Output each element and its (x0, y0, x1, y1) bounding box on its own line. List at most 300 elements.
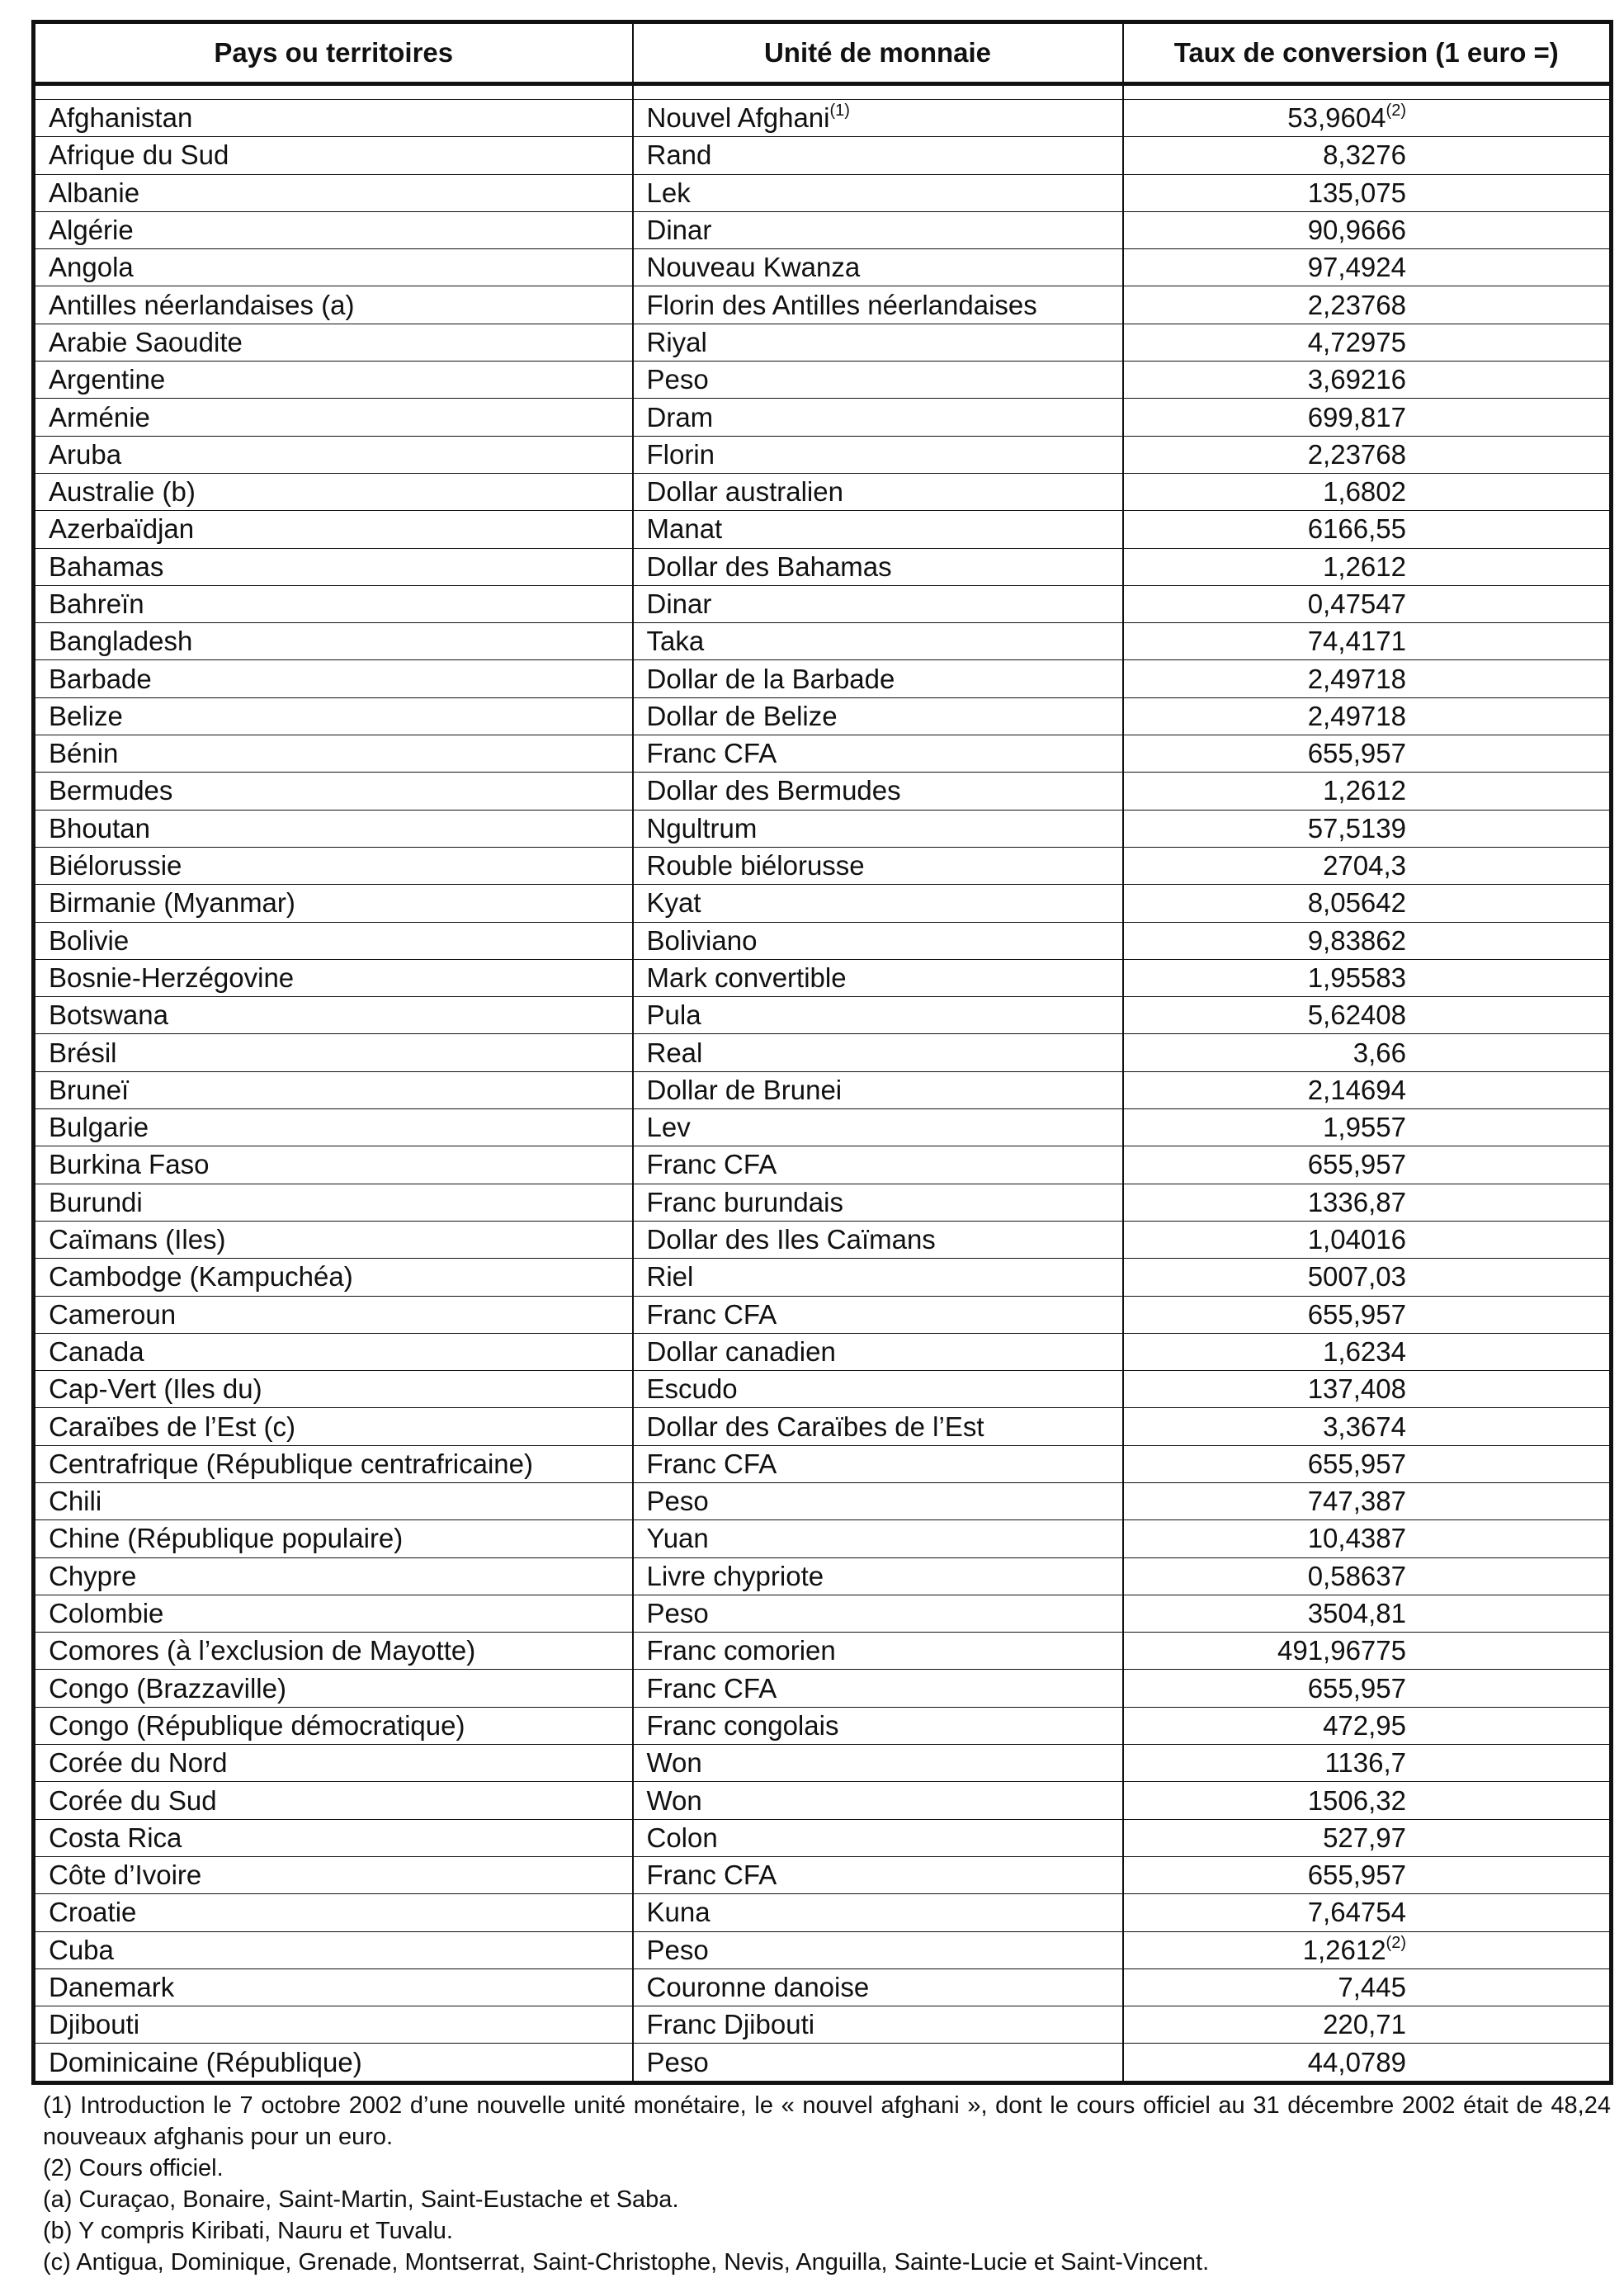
unit-text: Dollar de Brunei (646, 1074, 843, 1105)
table-row (34, 1819, 1612, 1856)
unit-cell (633, 697, 1123, 735)
rate-cell (1123, 1819, 1612, 1856)
unit-cell (633, 1782, 1123, 1819)
unit-text: Franc CFA (646, 1448, 777, 1479)
table-row (34, 1221, 1612, 1258)
country-cell: Bruneï (34, 1071, 633, 1108)
unit-cell (633, 1109, 1123, 1146)
rate-value: 747,387 (1307, 1486, 1406, 1517)
rate-cell (1123, 362, 1612, 399)
rate-cell (1123, 399, 1612, 436)
rate-cell (1123, 847, 1612, 884)
country-cell: Brésil (34, 1034, 633, 1071)
footnote: (2) Cours officiel. (43, 2154, 224, 2181)
table-row (34, 1034, 1612, 1071)
unit-cell (633, 1894, 1123, 1931)
footnote-marker: (2) (1386, 102, 1406, 121)
rate-cell (1123, 810, 1612, 847)
unit-text: Won (646, 1784, 702, 1816)
rate-value: 1,6802 (1323, 476, 1406, 508)
rate-value: 2,23768 (1307, 289, 1406, 320)
rate-value: 1,6234 (1323, 1335, 1406, 1367)
spacer-row (34, 84, 1612, 100)
country-cell: Algérie (34, 211, 633, 248)
rate-value: 2,23768 (1307, 438, 1406, 470)
unit-cell (633, 1445, 1123, 1482)
unit-cell (633, 1482, 1123, 1519)
unit-text: Florin des Antilles néerlandaises (646, 289, 1037, 320)
table-row (34, 1296, 1612, 1333)
table-row (34, 1894, 1612, 1931)
unit-text: Pula (646, 1000, 701, 1031)
rate-cell (1123, 436, 1612, 473)
unit-cell (633, 1745, 1123, 1782)
country-cell: Chili (34, 1482, 633, 1519)
country-cell: Caïmans (Iles) (34, 1221, 633, 1258)
table-row (34, 362, 1612, 399)
unit-text: Lev (646, 1112, 691, 1143)
rate-cell (1123, 697, 1612, 735)
country-cell: Cap-Vert (Iles du) (34, 1371, 633, 1408)
rate-value: 3,69216 (1307, 364, 1406, 395)
country-cell: Chypre (34, 1557, 633, 1595)
unit-cell (633, 362, 1123, 399)
rate-value: 655,957 (1307, 1448, 1406, 1479)
table-row (34, 1259, 1612, 1296)
rate-value: 1136,7 (1324, 1747, 1406, 1779)
rate-value: 1,95583 (1307, 962, 1406, 993)
table-row (34, 585, 1612, 622)
footnotes (31, 2090, 1611, 2278)
country-cell: Colombie (34, 1595, 633, 1632)
unit-text: Dinar (646, 588, 712, 619)
table-row (34, 2044, 1612, 2082)
table-row (34, 1968, 1612, 2006)
rate-value: 7,64754 (1307, 1897, 1406, 1928)
unit-text: Rouble biélorusse (646, 850, 865, 881)
unit-text: Manat (646, 513, 723, 545)
rate-value: 3504,81 (1307, 1598, 1406, 1629)
rate-cell (1123, 660, 1612, 697)
country-cell: Burkina Faso (34, 1146, 633, 1184)
unit-cell (633, 585, 1123, 622)
unit-cell (633, 1856, 1123, 1893)
rate-cell (1123, 1408, 1612, 1445)
unit-text: Franc burundais (646, 1186, 843, 1217)
table-row (34, 1482, 1612, 1519)
rate-value: 137,408 (1307, 1373, 1406, 1405)
rate-cell (1123, 1968, 1612, 2006)
table-row (34, 100, 1612, 137)
rate-cell (1123, 286, 1612, 324)
rate-value: 655,957 (1307, 1860, 1406, 1891)
table-row (34, 1371, 1612, 1408)
country-cell: Djibouti (34, 2006, 633, 2044)
rate-cell (1123, 2044, 1612, 2082)
country-cell: Argentine (34, 362, 633, 399)
table-row (34, 1856, 1612, 1893)
rate-value: 0,47547 (1307, 588, 1406, 619)
rate-value: 1,2612 (1302, 1934, 1386, 1965)
unit-cell (633, 1968, 1123, 2006)
rate-cell (1123, 100, 1612, 137)
unit-text: Peso (646, 364, 709, 395)
table-row (34, 1670, 1612, 1707)
rate-cell (1123, 885, 1612, 922)
rate-cell (1123, 548, 1612, 585)
table-row (34, 1109, 1612, 1146)
rate-value: 1,2612 (1323, 775, 1406, 806)
rate-value: 8,3276 (1323, 139, 1406, 171)
unit-text: Peso (646, 1934, 709, 1965)
country-cell: Canada (34, 1333, 633, 1370)
country-cell: Birmanie (Myanmar) (34, 885, 633, 922)
table-row (34, 773, 1612, 810)
country-cell: Azerbaïdjan (34, 511, 633, 548)
rate-cell (1123, 249, 1612, 286)
country-cell: Albanie (34, 174, 633, 211)
footnote: (1) Introduction le 7 octobre 2002 d’une nouvelle unité monétaire, le « nouvel afghani », dont le cours officiel au 31 décembre 2002 était de 48,24 nouveaux afghanis pour un euro. (43, 2091, 1611, 2150)
unit-cell (633, 2044, 1123, 2082)
rate-cell (1123, 1221, 1612, 1258)
unit-text: Riyal (646, 326, 707, 357)
table-body (34, 84, 1612, 2083)
rate-cell (1123, 511, 1612, 548)
document (31, 20, 1611, 2278)
rate-value: 4,72975 (1307, 326, 1406, 357)
country-cell: Croatie (34, 1894, 633, 1931)
country-cell: Congo (Brazzaville) (34, 1670, 633, 1707)
rate-cell (1123, 959, 1612, 996)
rate-value: 5007,03 (1307, 1261, 1406, 1293)
rate-value: 7,445 (1338, 1971, 1406, 2002)
unit-cell (633, 1371, 1123, 1408)
rate-cell (1123, 1595, 1612, 1632)
unit-text: Dollar des Iles Caïmans (646, 1224, 936, 1255)
rate-value: 57,5139 (1307, 812, 1406, 844)
table-row (34, 1520, 1612, 1557)
unit-text: Franc CFA (646, 1298, 777, 1330)
rate-value: 44,0789 (1307, 2046, 1406, 2077)
unit-cell (633, 249, 1123, 286)
unit-cell (633, 511, 1123, 548)
rate-cell (1123, 1931, 1612, 1968)
rate-value: 6166,55 (1307, 513, 1406, 545)
country-cell: Australie (b) (34, 473, 633, 510)
rate-value: 53,9604 (1287, 102, 1386, 134)
table-row (34, 623, 1612, 660)
unit-cell (633, 324, 1123, 361)
unit-cell (633, 1707, 1123, 1744)
unit-cell (633, 1633, 1123, 1670)
table-row (34, 660, 1612, 697)
rate-cell (1123, 1146, 1612, 1184)
unit-cell (633, 1221, 1123, 1258)
rate-value: 74,4171 (1307, 626, 1406, 657)
country-cell: Congo (République démocratique) (34, 1707, 633, 1744)
unit-cell (633, 810, 1123, 847)
rate-cell (1123, 773, 1612, 810)
unit-cell (633, 1557, 1123, 1595)
rate-cell (1123, 1333, 1612, 1370)
unit-text: Franc comorien (646, 1635, 836, 1666)
table-row (34, 249, 1612, 286)
rate-value: 2,49718 (1307, 700, 1406, 731)
unit-text: Peso (646, 1486, 709, 1517)
table-row (34, 137, 1612, 174)
unit-text: Kyat (646, 887, 701, 919)
unit-cell (633, 1034, 1123, 1071)
rate-value: 699,817 (1307, 401, 1406, 432)
unit-text: Rand (646, 139, 712, 171)
unit-cell (633, 174, 1123, 211)
table-row (34, 997, 1612, 1034)
rate-cell (1123, 997, 1612, 1034)
table-row (34, 473, 1612, 510)
rate-value: 0,58637 (1307, 1560, 1406, 1591)
header-row (34, 22, 1612, 84)
country-cell: Belize (34, 697, 633, 735)
unit-cell (633, 1670, 1123, 1707)
rate-value: 2,49718 (1307, 663, 1406, 694)
country-cell: Cameroun (34, 1296, 633, 1333)
unit-text: Dollar canadien (646, 1335, 836, 1367)
rate-value: 135,075 (1307, 177, 1406, 208)
unit-cell (633, 1520, 1123, 1557)
rate-value: 655,957 (1307, 1672, 1406, 1704)
rate-value: 491,96775 (1277, 1635, 1406, 1666)
country-cell: Bénin (34, 735, 633, 773)
country-cell: Costa Rica (34, 1819, 633, 1856)
unit-text: Yuan (646, 1523, 709, 1554)
rate-value: 1,9557 (1323, 1112, 1406, 1143)
table-row (34, 548, 1612, 585)
rate-cell (1123, 1109, 1612, 1146)
country-cell: Comores (à l’exclusion de Mayotte) (34, 1633, 633, 1670)
rate-value: 90,9666 (1307, 215, 1406, 246)
unit-cell (633, 1408, 1123, 1445)
unit-text: Peso (646, 2046, 709, 2077)
unit-cell (633, 623, 1123, 660)
rate-cell (1123, 137, 1612, 174)
unit-text: Dollar de Belize (646, 700, 838, 731)
rate-cell (1123, 735, 1612, 773)
unit-text: Dollar de la Barbade (646, 663, 895, 694)
table-row (34, 847, 1612, 884)
rate-value: 10,4387 (1307, 1523, 1406, 1554)
rate-cell (1123, 211, 1612, 248)
country-cell: Bolivie (34, 922, 633, 959)
rate-value: 655,957 (1307, 1149, 1406, 1180)
unit-cell (633, 1071, 1123, 1108)
unit-text: Franc congolais (646, 1709, 839, 1741)
unit-cell (633, 1146, 1123, 1184)
footnote-marker: (1) (829, 102, 850, 121)
rate-value: 527,97 (1323, 1822, 1406, 1853)
unit-text: Couronne danoise (646, 1971, 870, 2002)
rate-value: 1,2612 (1323, 551, 1406, 582)
rate-value: 2,14694 (1307, 1074, 1406, 1105)
unit-text: Nouvel Afghani (646, 102, 830, 134)
table-row (34, 1633, 1612, 1670)
unit-text: Franc CFA (646, 738, 777, 769)
rate-cell (1123, 1071, 1612, 1108)
rate-value: 3,3674 (1323, 1411, 1406, 1442)
unit-cell (633, 1184, 1123, 1221)
rate-cell (1123, 1371, 1612, 1408)
rate-cell (1123, 1633, 1612, 1670)
rate-value: 97,4924 (1307, 252, 1406, 283)
table-row (34, 2006, 1612, 2044)
unit-cell (633, 1819, 1123, 1856)
unit-text: Escudo (646, 1373, 738, 1405)
rate-cell (1123, 585, 1612, 622)
table-row (34, 1071, 1612, 1108)
rate-cell (1123, 324, 1612, 361)
country-cell: Cuba (34, 1931, 633, 1968)
country-cell: Bulgarie (34, 1109, 633, 1146)
unit-text: Dollar des Caraïbes de l’Est (646, 1411, 984, 1442)
table-row (34, 810, 1612, 847)
unit-text: Kuna (646, 1897, 710, 1928)
unit-text: Colon (646, 1822, 718, 1853)
table-row (34, 436, 1612, 473)
unit-text: Boliviano (646, 924, 758, 956)
footnote: (a) Curaçao, Bonaire, Saint-Martin, Saint-Eustache et Saba. (43, 2186, 679, 2213)
rate-cell (1123, 922, 1612, 959)
unit-cell (633, 660, 1123, 697)
unit-cell (633, 1931, 1123, 1968)
table-row (34, 1184, 1612, 1221)
rate-cell (1123, 1745, 1612, 1782)
table-row (34, 324, 1612, 361)
unit-text: Dollar des Bahamas (646, 551, 892, 582)
rate-cell (1123, 2006, 1612, 2044)
rate-value: 655,957 (1307, 1298, 1406, 1330)
unit-cell (633, 735, 1123, 773)
unit-text: Won (646, 1747, 702, 1779)
unit-cell (633, 922, 1123, 959)
country-cell: Bermudes (34, 773, 633, 810)
header-country: Pays ou territoires (34, 22, 633, 84)
table-row (34, 511, 1612, 548)
rate-cell (1123, 623, 1612, 660)
country-cell: Danemark (34, 1968, 633, 2006)
unit-cell (633, 211, 1123, 248)
table-row (34, 1782, 1612, 1819)
country-cell: Dominicaine (République) (34, 2044, 633, 2082)
country-cell: Afrique du Sud (34, 137, 633, 174)
rate-cell (1123, 1445, 1612, 1482)
country-cell: Arménie (34, 399, 633, 436)
unit-text: Franc CFA (646, 1149, 777, 1180)
unit-cell (633, 548, 1123, 585)
footnote: (b) Y compris Kiribati, Nauru et Tuvalu. (43, 2217, 453, 2244)
rate-value: 1,04016 (1307, 1224, 1406, 1255)
rate-cell (1123, 1894, 1612, 1931)
table-row (34, 1595, 1612, 1632)
country-cell: Bahamas (34, 548, 633, 585)
country-cell: Centrafrique (République centrafricaine) (34, 1445, 633, 1482)
country-cell: Corée du Nord (34, 1745, 633, 1782)
unit-text: Dinar (646, 215, 712, 246)
unit-cell (633, 847, 1123, 884)
country-cell: Bangladesh (34, 623, 633, 660)
unit-text: Franc CFA (646, 1860, 777, 1891)
currency-conversion-table (31, 20, 1613, 2085)
country-cell: Antilles néerlandaises (a) (34, 286, 633, 324)
unit-text: Franc CFA (646, 1672, 777, 1704)
rate-cell (1123, 473, 1612, 510)
country-cell: Bosnie-Herzégovine (34, 959, 633, 996)
country-cell: Cambodge (Kampuchéa) (34, 1259, 633, 1296)
rate-value: 2704,3 (1323, 850, 1406, 881)
unit-text: Dollar des Bermudes (646, 775, 901, 806)
rate-cell (1123, 1707, 1612, 1744)
country-cell: Burundi (34, 1184, 633, 1221)
header-rate: Taux de conversion (1 euro =) (1123, 22, 1612, 84)
rate-value: 1506,32 (1307, 1784, 1406, 1816)
table-row (34, 735, 1612, 773)
rate-cell (1123, 1856, 1612, 1893)
table-row (34, 399, 1612, 436)
unit-cell (633, 959, 1123, 996)
table-row (34, 697, 1612, 735)
unit-text: Taka (646, 626, 705, 657)
rate-cell (1123, 1034, 1612, 1071)
unit-cell (633, 286, 1123, 324)
unit-text: Florin (646, 438, 715, 470)
table-row (34, 1707, 1612, 1744)
unit-cell (633, 399, 1123, 436)
unit-cell (633, 137, 1123, 174)
unit-cell (633, 473, 1123, 510)
unit-cell (633, 885, 1123, 922)
country-cell: Bahreïn (34, 585, 633, 622)
rate-value: 3,66 (1353, 1037, 1406, 1068)
rate-cell (1123, 1782, 1612, 1819)
table-row (34, 1333, 1612, 1370)
unit-text: Ngultrum (646, 812, 758, 844)
rate-value: 5,62408 (1307, 1000, 1406, 1031)
rate-value: 1336,87 (1307, 1186, 1406, 1217)
rate-cell (1123, 174, 1612, 211)
unit-cell (633, 436, 1123, 473)
table-row (34, 174, 1612, 211)
table-row (34, 885, 1612, 922)
rate-cell (1123, 1520, 1612, 1557)
table-row (34, 1408, 1612, 1445)
country-cell: Chine (République populaire) (34, 1520, 633, 1557)
unit-text: Livre chypriote (646, 1560, 824, 1591)
country-cell: Biélorussie (34, 847, 633, 884)
unit-cell (633, 1595, 1123, 1632)
unit-text: Dollar australien (646, 476, 843, 508)
unit-cell (633, 100, 1123, 137)
header-unit: Unité de monnaie (633, 22, 1123, 84)
country-cell: Angola (34, 249, 633, 286)
table-row (34, 959, 1612, 996)
table-row (34, 922, 1612, 959)
unit-cell (633, 2006, 1123, 2044)
unit-text: Real (646, 1037, 703, 1068)
unit-cell (633, 1333, 1123, 1370)
rate-value: 220,71 (1323, 2009, 1406, 2040)
unit-text: Franc Djibouti (646, 2009, 815, 2040)
country-cell: Afghanistan (34, 100, 633, 137)
unit-text: Lek (646, 177, 691, 208)
unit-text: Dram (646, 401, 714, 432)
